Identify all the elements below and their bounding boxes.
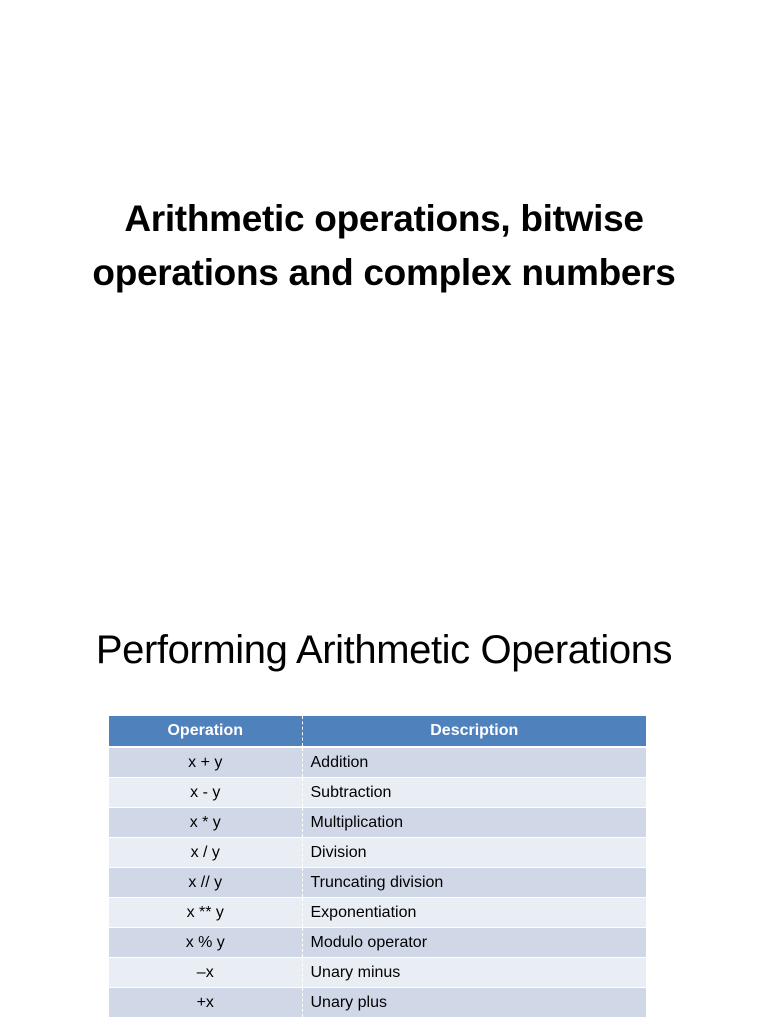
operation-cell: +x: [109, 988, 302, 1018]
table-row: [109, 898, 646, 928]
operation-cell: x - y: [109, 778, 302, 808]
description-cell: Addition: [302, 747, 646, 778]
table-row: [109, 778, 646, 808]
description-cell: Truncating division: [302, 868, 646, 898]
operation-cell: x ** y: [109, 898, 302, 928]
table-row: [109, 958, 646, 988]
description-cell: Unary plus: [302, 988, 646, 1018]
title-line-1: Arithmetic operations, bitwise: [124, 198, 644, 239]
operation-cell: x % y: [109, 928, 302, 958]
description-cell: Division: [302, 838, 646, 868]
header-operation: Operation: [109, 716, 302, 747]
header-description: Description: [302, 716, 646, 747]
table-row: [109, 808, 646, 838]
table-header-row: [109, 716, 646, 747]
table-row: [109, 868, 646, 898]
description-cell: Exponentiation: [302, 898, 646, 928]
operation-cell: x * y: [109, 808, 302, 838]
operations-table: [109, 716, 646, 1018]
description-cell: Modulo operator: [302, 928, 646, 958]
operation-cell: x + y: [109, 747, 302, 778]
operation-cell: x // y: [109, 868, 302, 898]
description-cell: Subtraction: [302, 778, 646, 808]
title-line-2: operations and complex numbers: [92, 252, 676, 293]
table-row: [109, 747, 646, 778]
title-slide-heading: [40, 192, 728, 300]
description-cell: Unary minus: [302, 958, 646, 988]
arithmetic-operations-slide: [0, 576, 768, 1024]
operation-cell: –x: [109, 958, 302, 988]
slide-heading: Performing Arithmetic Operations: [95, 628, 673, 672]
table-row: [109, 838, 646, 868]
table-row: [109, 988, 646, 1018]
table-row: [109, 928, 646, 958]
operation-cell: x / y: [109, 838, 302, 868]
description-cell: Multiplication: [302, 808, 646, 838]
